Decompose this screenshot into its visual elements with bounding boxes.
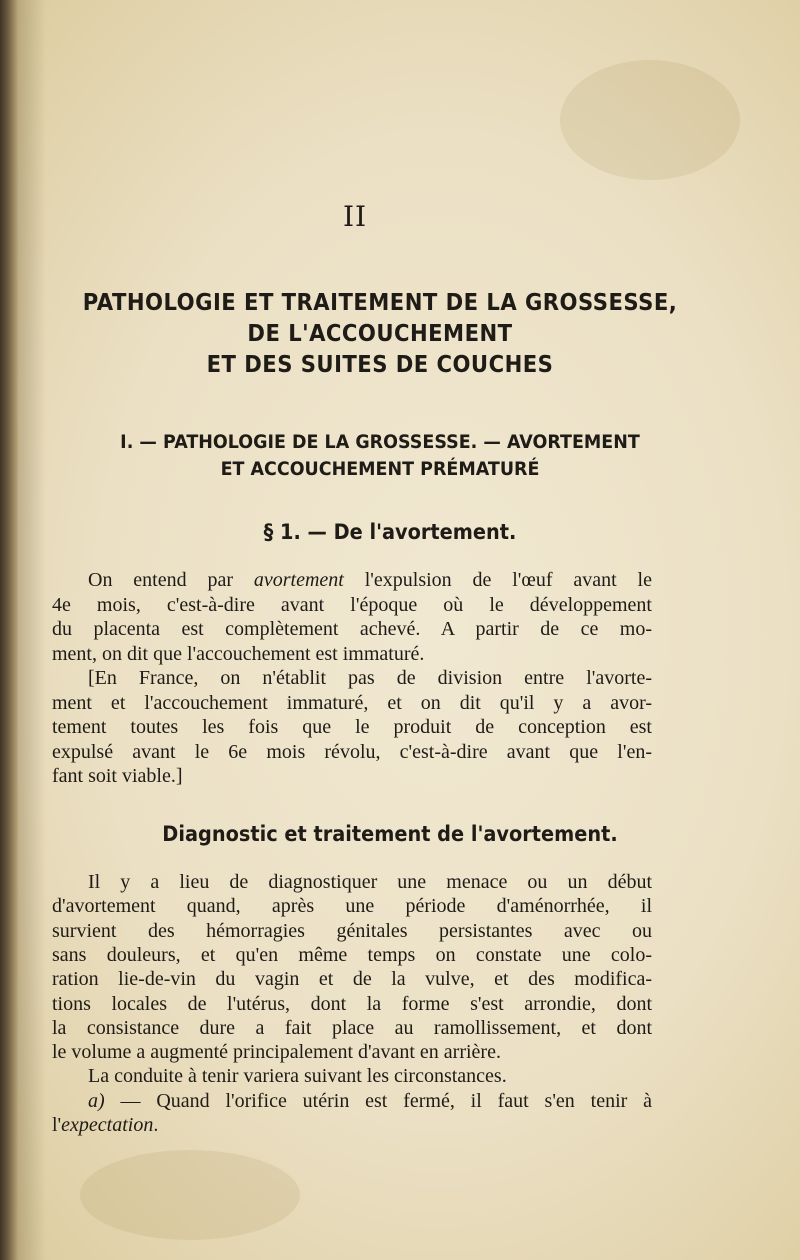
section-title-line-1: I. — PATHOLOGIE DE LA GROSSESSE. — AVORTEMENT — [120, 431, 640, 453]
intro-lines-line: expulsé avant le 6e mois révolu, c'est-à-dire avant que l'en- — [52, 740, 652, 763]
diagnostic-lines-line: La conduite à tenir variera suivant les circonstances. — [88, 1065, 507, 1088]
intro-lines-line: ment, on dit que l'accouchement est immaturé. — [52, 642, 425, 665]
diagnostic-lines-line: survient des hémorragies génitales persistantes avec ou — [52, 919, 652, 942]
intro-lines-line: [En France, on n'établit pas de division entre l'avorte- — [88, 667, 652, 689]
diagnostic-lines-line: d'avortement quand, après une période d'aménorrhée, il — [52, 895, 652, 918]
diagnostic-lines-line: le volume a augmenté principalement d'avant en arrière. — [52, 1041, 501, 1064]
part-title-line-1: PATHOLOGIE ET TRAITEMENT DE LA GROSSESSE, — [82, 290, 678, 316]
chapter-number: II — [342, 200, 368, 233]
paragraph-heading: § 1. — De l'avortement. — [263, 520, 517, 544]
diagnostic-lines-line: la consistance dure a fait place au ramollissement, et dont — [52, 1016, 652, 1039]
part-title-line-3: ET DES SUITES DE COUCHES — [206, 352, 554, 378]
part-title-line-2: DE L'ACCOUCHEMENT — [247, 321, 513, 347]
diagnostic-lines-line: ration lie-de-vin du vagin et de la vulve, et des modifica- — [52, 968, 652, 991]
intro-lines-line: 4e mois, c'est-à-dire avant l'époque où le développement — [52, 593, 652, 616]
section-title-line-2: ET ACCOUCHEMENT PRÉMATURÉ — [220, 458, 540, 480]
paper-stain — [560, 60, 740, 180]
diagnostic-lines-line: tions locales de l'utérus, dont la forme s'est arrondie, dont — [52, 992, 652, 1015]
diagnostic-lines-line: sans douleurs, et qu'en même temps on constate une colo- — [52, 943, 652, 966]
diagnostic-lines-line: Il y a lieu de diagnostiquer une menace ou un début — [88, 871, 652, 893]
intro-lines-line: du placenta est complètement achevé. A partir de ce mo- — [52, 618, 652, 640]
subsection-heading: Diagnostic et traitement de l'avortement. — [162, 822, 618, 846]
paper-stain — [80, 1150, 300, 1240]
book-spine — [0, 0, 18, 1260]
intro-lines-line: tement toutes les fois que le produit de conception est — [52, 716, 652, 738]
diagnostic-lines-line: l'expectation. — [52, 1114, 159, 1136]
intro-lines-line: ment et l'accouchement immaturé, et on dit qu'il y a avor- — [52, 691, 652, 714]
diagnostic-lines-line: a) — Quand l'orifice utérin est fermé, il faut s'en tenir à — [88, 1089, 652, 1112]
intro-lines-line: On entend par avortement l'expulsion de l'œuf avant le — [88, 569, 652, 591]
intro-lines-line: fant soit viable.] — [52, 765, 183, 787]
gutter-shadow — [18, 0, 46, 1260]
